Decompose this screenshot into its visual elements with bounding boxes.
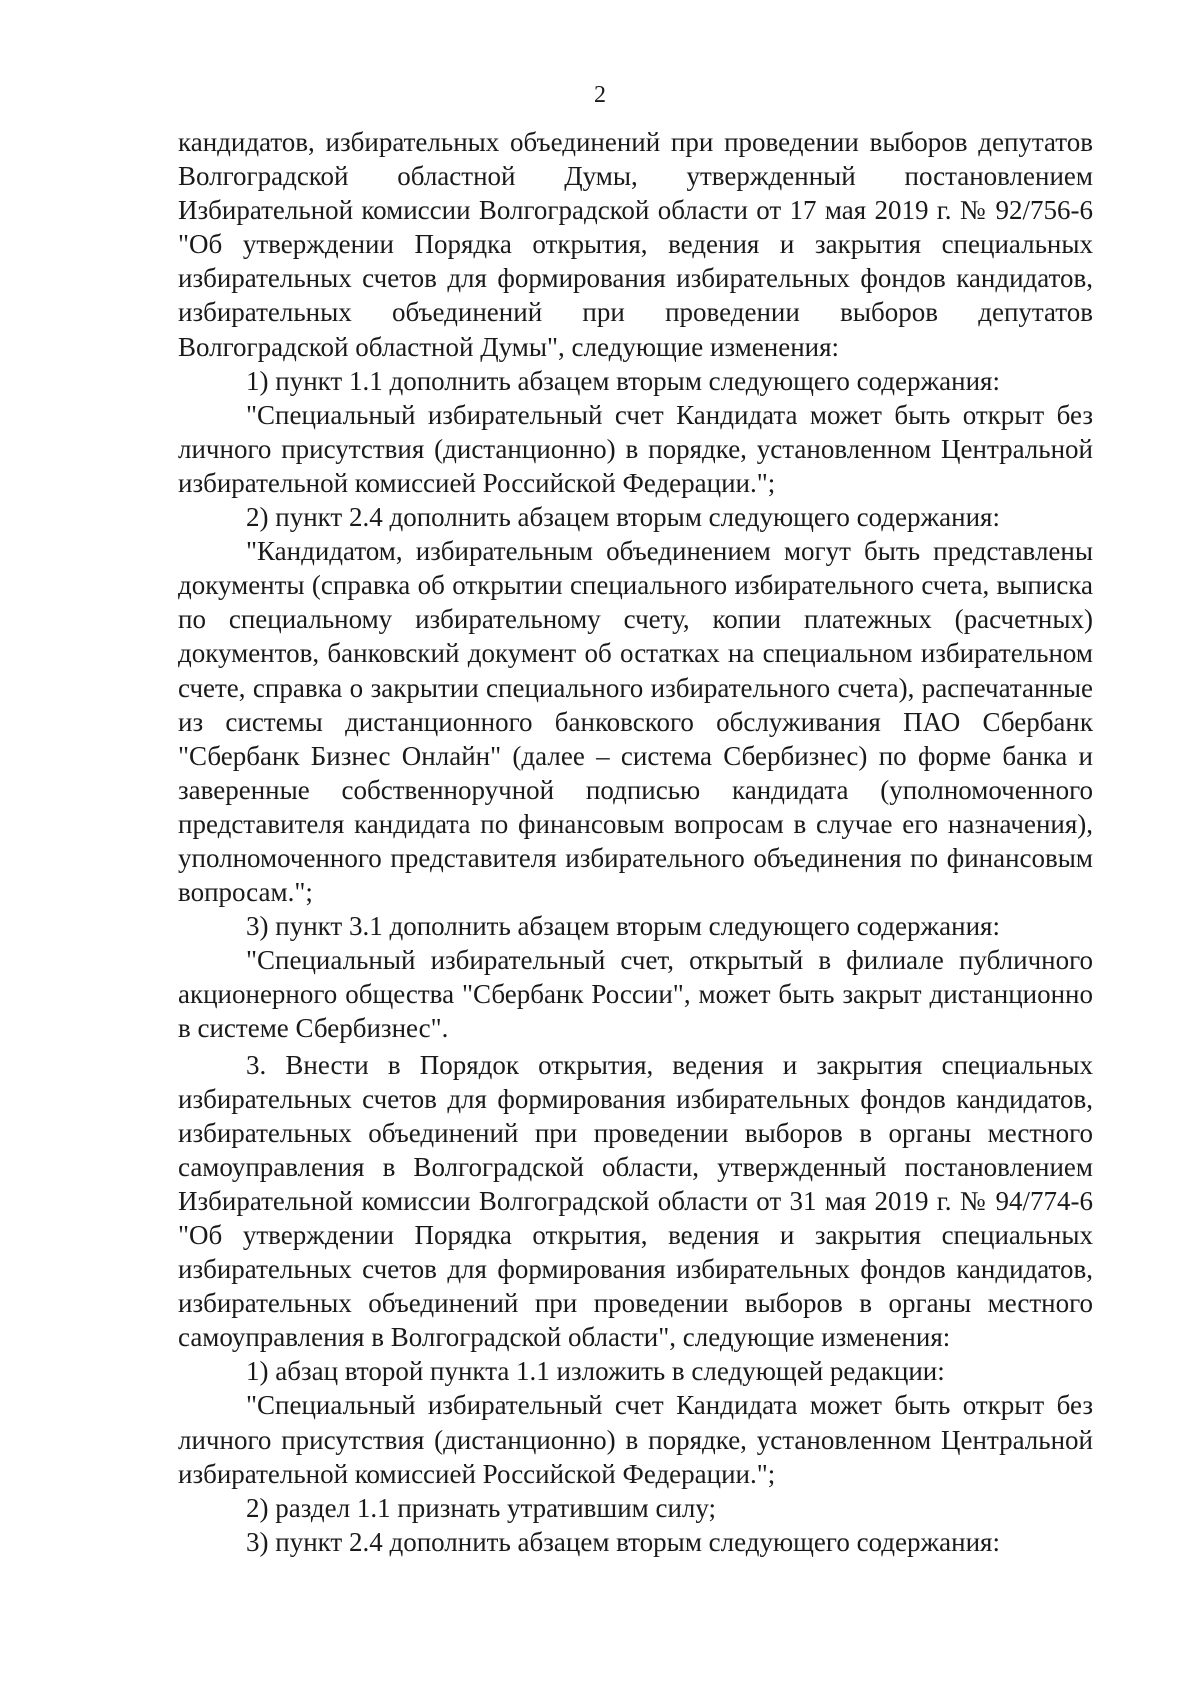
paragraph-continuation: кандидатов, избирательных объединений при проведении выборов депутатов Волгоградской областной Думы, утвержденный постановлением Избирательной комиссии Волгоградской области от 17 мая 2019 г. № 92/756-6 "Об утверждении Порядка открытия, ведения и закрытия специальных избирательных счетов для формирования избирательных фондов кандидатов, избирательных объединений при проведении выборов депутатов Волгоградской областной Думы", следующие изменения:	[178, 127, 1093, 362]
page-number: 2	[594, 82, 606, 108]
paragraph-item-3: 3) пункт 3.1 дополнить абзацем вторым следующего содержания:	[246, 911, 1000, 942]
paragraph-quote-3: "Специальный избирательный счет, открытый в филиале публичного акционерного общества "Сбербанк России", может быть закрыт дистанционно в системе Сбербизнес".	[178, 945, 1093, 1044]
paragraph-s3-item-1: 1) абзац второй пункта 1.1 изложить в следующей редакции:	[246, 1356, 945, 1387]
paragraph-s3-item-3: 3) пункт 2.4 дополнить абзацем вторым следующего содержания:	[246, 1526, 1000, 1557]
paragraph-s3-quote-1: "Специальный избирательный счет Кандидата может быть открыт без личного присутствия (дистанционно) в порядке, установленном Центральной избирательной комиссией Российской Федерации.";	[178, 1390, 1093, 1489]
paragraph-item-2: 2) пункт 2.4 дополнить абзацем вторым следующего содержания:	[246, 502, 1000, 533]
paragraph-item-1: 1) пункт 1.1 дополнить абзацем вторым следующего содержания:	[246, 365, 1000, 396]
paragraph-section-3: 3. Внести в Порядок открытия, ведения и закрытия специальных избирательных счетов для формирования избирательных фондов кандидатов, избирательных объединений при проведении выборов в органы местного самоуправления в Волгоградской области, утвержденный постановлением Избирательной комиссии Волгоградской области от 31 мая 2019 г. № 94/774-6 "Об утверждении Порядка открытия, ведения и закрытия специальных избирательных счетов для формирования избирательных фондов кандидатов, избирательных объединений при проведении выборов в органы местного самоуправления в Волгоградской области", следующие изменения:	[178, 1049, 1093, 1353]
paragraph-s3-item-2: 2) раздел 1.1 признать утратившим силу;	[246, 1492, 717, 1523]
document-body	[178, 125, 1093, 1559]
paragraph-quote-1: "Специальный избирательный счет Кандидата может быть открыт без личного присутствия (дистанционно) в порядке, установленном Центральной избирательной комиссией Российской Федерации.";	[178, 399, 1093, 498]
paragraph-quote-2: "Кандидатом, избирательным объединением могут быть представлены документы (справка об открытии специального избирательного счета, выписка по специальному избирательному счету, копии платежных (расчетных) документов, банковский документ об остатках на специальном избирательном счете, справка о закрытии специального избирательного счета), распечатанные из системы дистанционного банковского обслуживания ПАО Сбербанк "Сбербанк Бизнес Онлайн" (далее – система Сбербизнес) по форме банка и заверенные собственноручной подписью кандидата (уполномоченного представителя кандидата по финансовым вопросам в случае его назначения), уполномоченного представителя избирательного объединения по финансовым вопросам.";	[178, 536, 1093, 908]
